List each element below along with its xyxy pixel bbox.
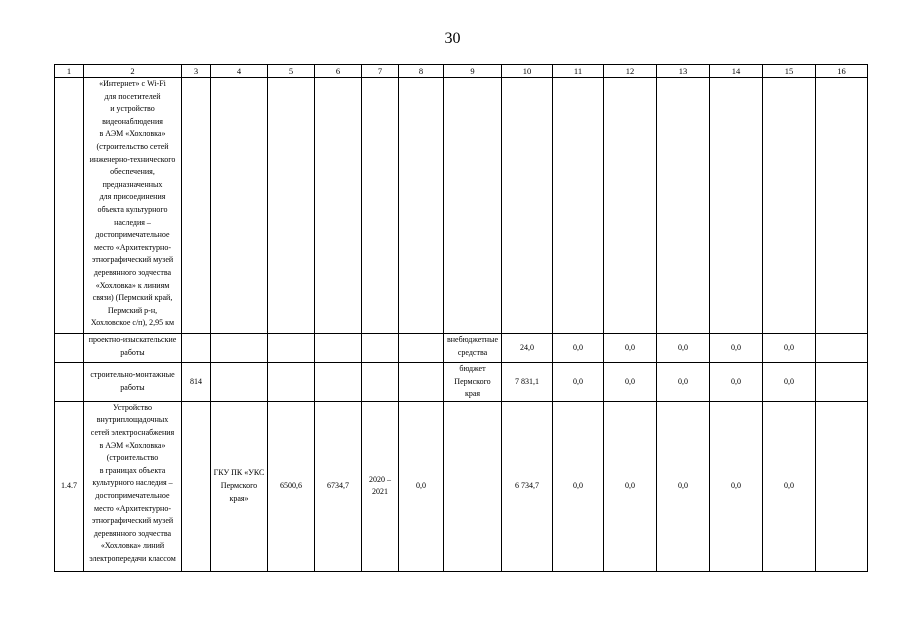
table-row bbox=[55, 401, 868, 571]
header-cell: 8 bbox=[399, 65, 444, 78]
header-cell: 3 bbox=[182, 65, 211, 78]
header-cell: 4 bbox=[211, 65, 268, 78]
period bbox=[362, 401, 399, 571]
text-line: Пермского bbox=[220, 480, 258, 490]
page-number: 30 bbox=[444, 30, 461, 47]
text-line: видеонаблюдения bbox=[102, 116, 163, 126]
item-name bbox=[84, 334, 182, 363]
text-line: работы bbox=[120, 347, 145, 357]
value-cell: 24,0 bbox=[502, 334, 553, 363]
text-line: внутриплощадочных bbox=[96, 415, 169, 425]
text-line: достопримечательное bbox=[95, 230, 170, 240]
header-cell: 11 bbox=[553, 65, 604, 78]
text-line: деревянного зодчества bbox=[93, 528, 172, 538]
text-line: «Интернет» с Wi-Fi bbox=[99, 79, 166, 88]
header-cell: 13 bbox=[657, 65, 710, 78]
text-line: в АЭМ «Хохловка» bbox=[99, 129, 166, 139]
header-cell: 10 bbox=[502, 65, 553, 78]
value-cell: 0,0 bbox=[657, 401, 710, 571]
text-line: для присоединения bbox=[99, 192, 166, 202]
value-cell: 0,0 bbox=[657, 363, 710, 402]
text-line: внебюджетные bbox=[447, 335, 498, 344]
text-line: связи) (Пермский край, bbox=[92, 293, 173, 303]
text-line: Хохловское с/п), 2,95 км bbox=[90, 318, 175, 328]
text-line: «Хохловка» линий bbox=[100, 541, 165, 551]
budget-table bbox=[54, 64, 868, 572]
customer bbox=[211, 401, 268, 571]
value-cell: 6 734,7 bbox=[502, 401, 553, 571]
text-line: (строительство bbox=[106, 453, 159, 463]
text-line: 2021 bbox=[372, 487, 388, 497]
text-line: этнографический музей bbox=[91, 516, 174, 526]
value-cell: 6500,6 bbox=[268, 401, 315, 571]
value-cell: 0,0 bbox=[710, 334, 763, 363]
item-name bbox=[84, 78, 182, 334]
text-line: работы bbox=[120, 382, 145, 392]
header-cell: 6 bbox=[315, 65, 362, 78]
value-cell: 0,0 bbox=[763, 401, 816, 571]
header-cell: 9 bbox=[444, 65, 502, 78]
text-line: предназначенных bbox=[102, 179, 163, 189]
text-line: строительно-монтажные bbox=[90, 370, 175, 380]
header-cell: 1 bbox=[55, 65, 84, 78]
value-cell: 0,0 bbox=[553, 334, 604, 363]
text-line: культурного наследия – bbox=[92, 478, 173, 488]
text-line: инженерно-технического bbox=[89, 154, 176, 164]
funding-source bbox=[444, 363, 502, 402]
text-line: бюджет bbox=[459, 364, 486, 373]
text-line: (строительство сетей bbox=[96, 141, 169, 151]
value-cell: 0,0 bbox=[657, 334, 710, 363]
text-line: Пермский р-н, bbox=[107, 305, 158, 315]
value-cell: 0,0 bbox=[604, 334, 657, 363]
header-cell: 16 bbox=[816, 65, 868, 78]
text-line: и устройство bbox=[110, 104, 155, 114]
text-line: в АЭМ «Хохловка» bbox=[99, 440, 166, 450]
text-line: сетей электроснабжения bbox=[90, 427, 175, 437]
funding-source bbox=[444, 334, 502, 363]
text-line: проектно-изыскательские bbox=[88, 335, 177, 344]
text-line: в границах объекта bbox=[99, 465, 166, 475]
text-line: Устройство bbox=[113, 402, 152, 412]
text-line: место «Архитектурно- bbox=[94, 503, 171, 513]
item-number: 1.4.7 bbox=[55, 401, 84, 571]
text-line: деревянного зодчества bbox=[93, 267, 172, 277]
header-cell: 12 bbox=[604, 65, 657, 78]
value-cell: 0,0 bbox=[604, 401, 657, 571]
text-line: края bbox=[464, 389, 481, 399]
header-cell: 2 bbox=[84, 65, 182, 78]
header-cell: 15 bbox=[763, 65, 816, 78]
item-name bbox=[84, 401, 182, 571]
value-cell: 0,0 bbox=[763, 363, 816, 402]
text-line: средства bbox=[457, 347, 488, 357]
text-line: Пермского bbox=[454, 376, 491, 386]
value-cell: 7 831,1 bbox=[502, 363, 553, 402]
header-cell: 7 bbox=[362, 65, 399, 78]
header-row bbox=[55, 65, 868, 78]
table-row bbox=[55, 334, 868, 363]
text-line: для посетителей bbox=[104, 91, 161, 101]
text-line: достопримечательное bbox=[95, 490, 170, 500]
text-line: электропередачи классом bbox=[89, 553, 176, 563]
text-line: «Хохловка» к линиям bbox=[95, 280, 170, 290]
text-line: этнографический музей bbox=[91, 255, 174, 265]
table-row bbox=[55, 363, 868, 402]
header-cell: 14 bbox=[710, 65, 763, 78]
value-cell: 0,0 bbox=[710, 401, 763, 571]
value-cell: 814 bbox=[182, 363, 211, 402]
text-line: края» bbox=[229, 493, 249, 503]
value-cell: 6734,7 bbox=[315, 401, 362, 571]
value-cell: 0,0 bbox=[763, 334, 816, 363]
table-row bbox=[55, 78, 868, 334]
value-cell: 0,0 bbox=[553, 401, 604, 571]
value-cell: 0,0 bbox=[399, 401, 444, 571]
text-line: обеспечения, bbox=[110, 167, 155, 177]
text-line: наследия – bbox=[114, 217, 151, 227]
text-line: ГКУ ПК «УКС bbox=[213, 468, 265, 478]
value-cell: 0,0 bbox=[604, 363, 657, 402]
text-line: место «Архитектурно- bbox=[94, 242, 171, 252]
header-cell: 5 bbox=[268, 65, 315, 78]
text-line: объекта культурного bbox=[97, 204, 168, 214]
item-name bbox=[84, 363, 182, 402]
value-cell: 0,0 bbox=[710, 363, 763, 402]
value-cell: 0,0 bbox=[553, 363, 604, 402]
text-line: 2020 – bbox=[369, 474, 391, 484]
